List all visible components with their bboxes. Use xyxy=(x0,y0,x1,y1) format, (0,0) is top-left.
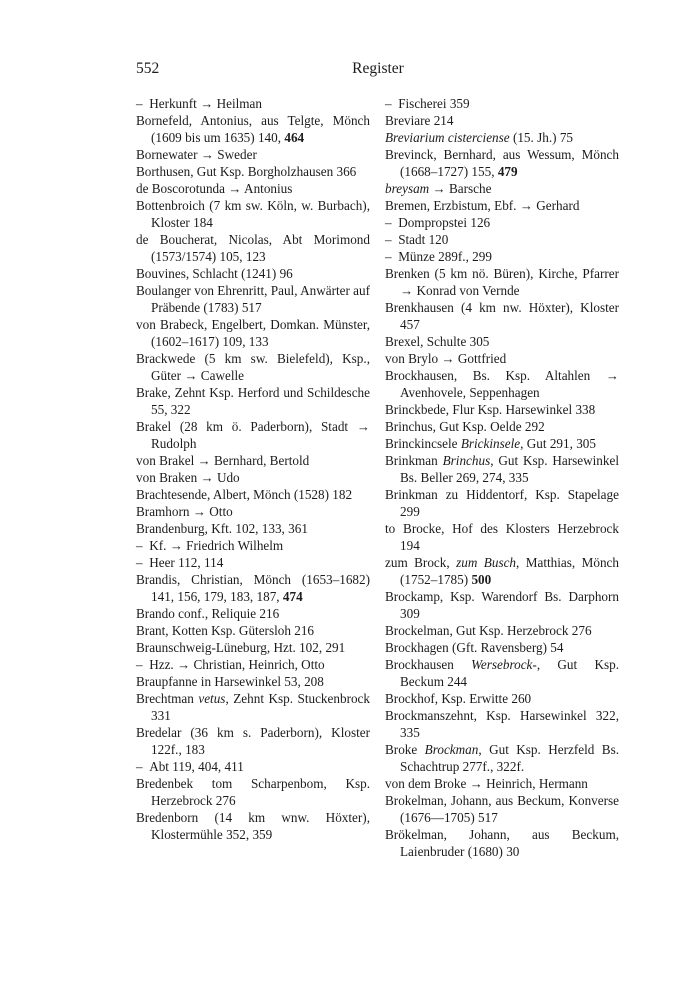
index-entry: Bouvines, Schlacht (1241) 96 xyxy=(136,266,293,281)
index-entry: Brockhagen (Gft. Ravensberg) 54 xyxy=(385,640,564,655)
index-entry: – Stadt 120 xyxy=(385,232,449,247)
index-entry: to Brocke, Hof des Klosters Herzebrock 194 xyxy=(385,521,619,553)
index-entry: Breviare 214 xyxy=(385,113,454,128)
index-entry: Boulanger von Ehrenritt, Paul, Anwärter auf Präbende (1783) 517 xyxy=(136,283,371,315)
index-entry: Brockamp, Ksp. Warendorf Bs. Darphorn 309 xyxy=(385,589,619,621)
page-number: 552 xyxy=(136,60,160,77)
index-entry: – Hzz. → Christian, Heinrich, Otto xyxy=(136,657,325,672)
index-entry: Brachtesende, Albert, Mönch (1528) 182 xyxy=(136,487,353,502)
index-entry: Brevinck, Bernhard, aus Wessum, Mönch (1668–1727) 155, 479 xyxy=(385,147,619,179)
index-column-right xyxy=(385,95,619,860)
index-column-left xyxy=(136,95,370,843)
index-entry: Bredenborn (14 km wnw. Höxter), Klostermühle 352, 359 xyxy=(136,810,370,842)
index-entry: – Kf. → Friedrich Wilhelm xyxy=(136,538,284,553)
index-entry: – Heer 112, 114 xyxy=(136,555,224,570)
index-entry: Brockhausen, Bs. Ksp. Altahlen → Avenhovele, Seppenhagen xyxy=(385,368,619,400)
index-entry: Brandenburg, Kft. 102, 133, 361 xyxy=(136,521,308,536)
index-entry: Brökelman, Johann, aus Beckum, Laienbruder (1680) 30 xyxy=(385,827,619,859)
index-entry: Brandis, Christian, Mönch (1653–1682) 141, 156, 179, 183, 187, 474 xyxy=(136,572,370,604)
index-entry: Bramhorn → Otto xyxy=(136,504,233,519)
index-entry: Braupfanne in Harsewinkel 53, 208 xyxy=(136,674,324,689)
index-entry: Brockmanszehnt, Ksp. Harsewinkel 322, 335 xyxy=(385,708,619,740)
index-entry: Broke Brockman, Gut Ksp. Herzfeld Bs. Schachtrup 277f., 322f. xyxy=(385,742,619,774)
index-entry: Brinchus, Gut Ksp. Oelde 292 xyxy=(385,419,545,434)
index-entry: von Brylo → Gottfried xyxy=(385,351,507,366)
index-entry: Borthusen, Gut Ksp. Borgholzhausen 366 xyxy=(136,164,357,179)
index-entry: von dem Broke → Heinrich, Hermann xyxy=(385,776,588,791)
index-entry: Brinkman zu Hiddentorf, Ksp. Stapelage 299 xyxy=(385,487,619,519)
index-entry: Brokelman, Johann, aus Beckum, Konverse (1676—1705) 517 xyxy=(385,793,619,825)
index-entry: von Brakel → Bernhard, Bertold xyxy=(136,453,310,468)
index-entry: – Fischerei 359 xyxy=(385,96,470,111)
index-entry: Bornefeld, Antonius, aus Telgte, Mönch (1609 bis um 1635) 140, 464 xyxy=(136,113,370,145)
index-entry: – Dompropstei 126 xyxy=(385,215,491,230)
index-entry: Brinkman Brinchus, Gut Ksp. Harsewinkel Bs. Beller 269, 274, 335 xyxy=(385,453,619,485)
index-entry: – Münze 289f., 299 xyxy=(385,249,492,264)
index-entry: Brexel, Schulte 305 xyxy=(385,334,490,349)
index-entry: Bremen, Erzbistum, Ebf. → Gerhard xyxy=(385,198,580,213)
index-entry: Bredenbek tom Scharpenbom, Ksp. Herzebrock 276 xyxy=(136,776,370,808)
index-entry: Braunschweig-Lüneburg, Hzt. 102, 291 xyxy=(136,640,346,655)
index-entry: Brinckbede, Flur Ksp. Harsewinkel 338 xyxy=(385,402,596,417)
index-entry: Brinckincsele Brickinsele, Gut 291, 305 xyxy=(385,436,596,451)
index-entry: Brant, Kotten Ksp. Gütersloh 216 xyxy=(136,623,315,638)
index-entry: Bottenbroich (7 km sw. Köln, w. Burbach), Kloster 184 xyxy=(136,198,370,230)
running-head: Register xyxy=(352,60,404,77)
index-entry: breysam → Barsche xyxy=(385,181,492,196)
index-entry: – Herkunft → Heilman xyxy=(136,96,262,111)
index-entry: de Boscorotunda → Antonius xyxy=(136,181,293,196)
index-entry: Brakel (28 km ö. Paderborn), Stadt → Rudolph xyxy=(136,419,370,451)
index-entry: von Braken → Udo xyxy=(136,470,240,485)
index-entry: Brockhausen Wersebrock-, Gut Ksp. Beckum 244 xyxy=(385,657,619,689)
index-entry: Brando conf., Reliquie 216 xyxy=(136,606,280,621)
index-entry: Brockelman, Gut Ksp. Herzebrock 276 xyxy=(385,623,592,638)
index-entry: Brake, Zehnt Ksp. Herford und Schildesche 55, 322 xyxy=(136,385,370,417)
index-entry: Bredelar (36 km s. Paderborn), Kloster 122f., 183 xyxy=(136,725,370,757)
index-entry: Brenken (5 km nö. Büren), Kirche, Pfarrer → Konrad von Vernde xyxy=(385,266,619,298)
index-entry: zum Brock, zum Busch, Matthias, Mönch (1752–1785) 500 xyxy=(385,555,620,587)
page-header xyxy=(136,60,620,84)
index-entry: von Brabeck, Engelbert, Domkan. Münster, (1602–1617) 109, 133 xyxy=(136,317,370,349)
index-entry: Brenkhausen (4 km nw. Höxter), Kloster 457 xyxy=(385,300,619,332)
index-entry: Bornewater → Sweder xyxy=(136,147,257,162)
index-entry: Brechtman vetus, Zehnt Ksp. Stuckenbrock 331 xyxy=(136,691,370,723)
index-entry: Brackwede (5 km sw. Bielefeld), Ksp., Güter → Cawelle xyxy=(136,351,370,383)
index-entry: Breviarium cisterciense (15. Jh.) 75 xyxy=(385,130,574,145)
index-entry: Brockhof, Ksp. Erwitte 260 xyxy=(385,691,532,706)
index-entry: – Abt 119, 404, 411 xyxy=(136,759,244,774)
index-entry: de Boucherat, Nicolas, Abt Morimond (1573/1574) 105, 123 xyxy=(136,232,370,264)
